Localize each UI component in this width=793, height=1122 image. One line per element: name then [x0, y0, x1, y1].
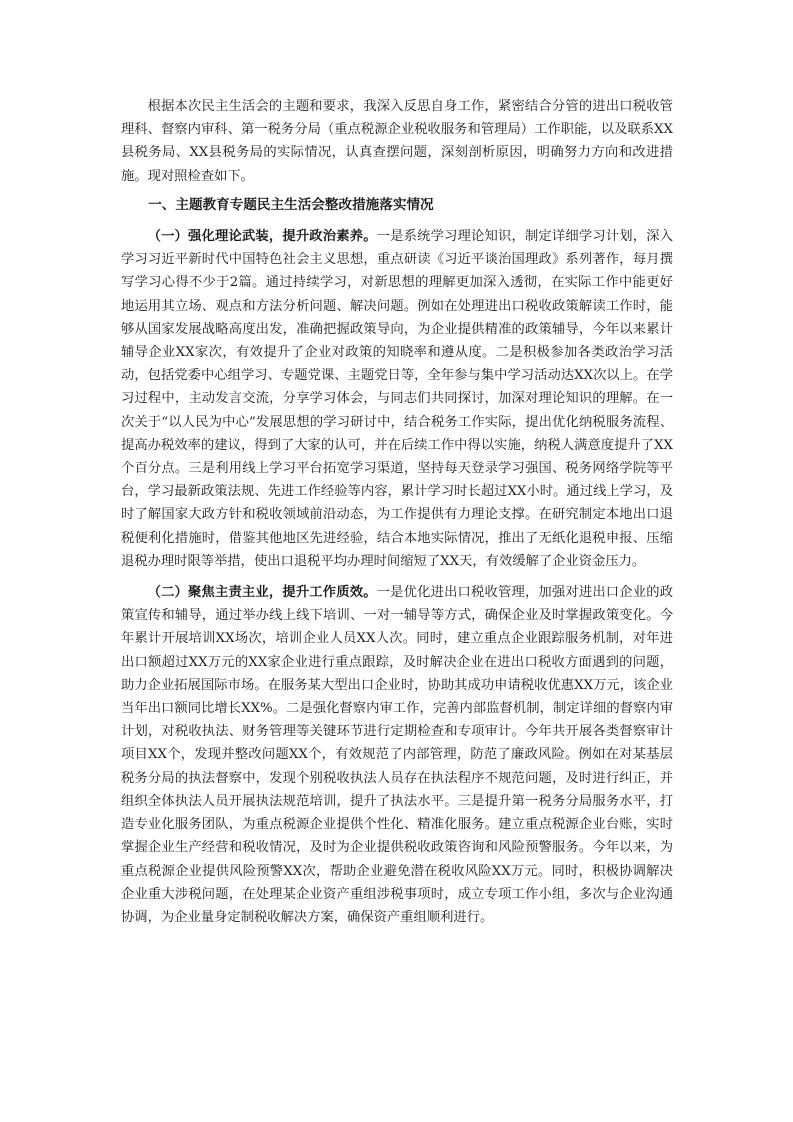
document-body — [121, 95, 673, 929]
subsection-heading-2: （二）聚焦主责主业，提升工作质效。 — [147, 585, 377, 601]
subsection-body-2: 一是优化进出口税收管理，加强对进出口企业的政策宣传和辅导，通过举办线上线下培训、一对一辅导等方式，确保企业及时掌握政策变化。今年累计开展培训XX场次，培训企业人员XX人次。同时，建立重点企业跟踪服务机制，对年进出口额超过XX万元的XX家企业进行重点跟踪，及时解决企业在进出口税收方面遇到的问题，助力企业拓展国际市场。在服务某大型出口企业时，协助其成功申请税收优惠XX万元，该企业当年出口额同比增长XX%。二是强化督察内审工作，完善内部监督机制，制定详细的督察内审计划，对税收执法、财务管理等关键环节进行定期检查和专项审计。今年共开展各类督察审计项目XX个，发现并整改问题XX个，有效规范了内部管理，防范了廉政风险。例如在对某基层税务分局的执法督察中，发现个别税收执法人员存在执法程序不规范问题，及时进行纠正，并组织全体执法人员开展执法规范培训，提升了执法水平。三是提升第一税务分局服务水平，打造专业化服务团队，为重点税源企业提供个性化、精准化服务。建立重点税源企业台账，实时掌握企业生产经营和税收情况，及时为企业提供税收政策咨询和风险预警服务。今年以来，为重点税源企业提供风险预警XX次，帮助企业避免潜在税收风险XX万元。同时，积极协调解决企业重大涉税问题，在处理某企业资产重组涉税事项时，成立专项工作小组，多次与企业沟通协调，为企业量身定制税收解决方案，确保资产重组顺利进行。 — [121, 585, 674, 925]
subsection-heading-1: （一）强化理论武装，提升政治素养。 — [147, 229, 377, 245]
subsection-paragraph-2 — [121, 581, 673, 929]
intro-paragraph: 根据本次民主生活会的主题和要求，我深入反思自身工作，紧密结合分管的进出口税收管理科、督察内审科、第一税务分局（重点税源企业税收服务和管理局）工作职能，以及联系XX县税务局、XX县税务局的实际情况，认真查摆问题，深刻剖析原因，明确努力方向和改进措施。现对照检查如下。 — [121, 99, 673, 184]
subsection-paragraph-1 — [121, 225, 673, 573]
section-heading: 一、主题教育专题民主生活会整改措施落实情况 — [148, 196, 434, 213]
subsection-body-1: 一是系统学习理论知识，制定详细学习计划，深入学习习近平新时代中国特色社会主义思想，重点研读《习近平谈治国理政》系列著作，每月撰写学习心得不少于2篇。通过持续学习，对新思想的理解更加深入透彻，在实际工作中能更好地运用其立场、观点和方法分析问题、解决问题。例如在处理进出口税收政策解读工作时，能够从国家发展战略高度出发，准确把握政策导向，为企业提供精准的政策辅导，今年以来累计辅导企业XX家次，有效提升了企业对政策的知晓率和遵从度。二是积极参加各类政治学习活动，包括党委中心组学习、专题党课、主题党日等，全年参与集中学习活动达XX次以上。在学习过程中，主动发言交流，分享学习体会，与同志们共同探讨，加深对理论知识的理解。在一次关于“以人民为中心”发展思想的学习研讨中，结合税务工作实际，提出优化纳税服务流程、提高办税效率的建议，得到了大家的认可，并在后续工作中得以实施，纳税人满意度提升了XX个百分点。三是利用线上学习平台拓宽学习渠道，坚持每天登录学习强国、税务网络学院等平台，学习最新政策法规、先进工作经验等内容，累计学习时长超过XX小时。通过线上学习，及时了解国家大政方针和税收领域前沿动态，为工作提供有力理论支撑。在研究制定本地出口退税便利化措施时，借鉴其他地区先进经验，结合本地实际情况，推出了无纸化退税申报、压缩退税办理时限等举措，使出口退税平均办理时间缩短了XX天，有效缓解了企业资金压力。 — [121, 229, 674, 569]
